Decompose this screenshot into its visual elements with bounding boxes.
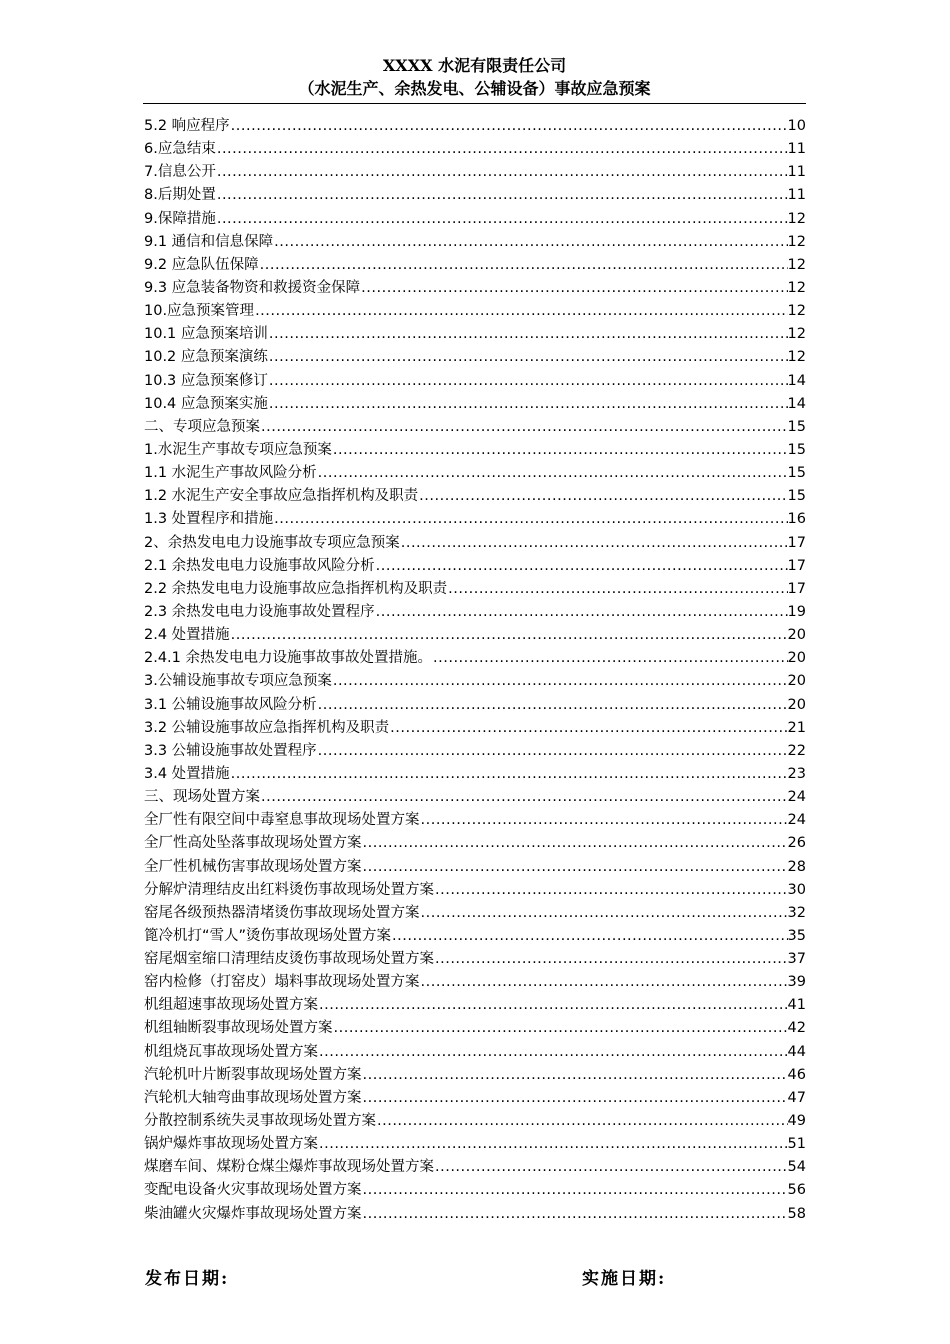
toc-dot-leader bbox=[391, 925, 788, 948]
toc-entry[interactable] bbox=[144, 832, 806, 855]
header-divider bbox=[143, 103, 806, 104]
toc-dot-leader bbox=[318, 1041, 788, 1064]
toc-dot-leader bbox=[447, 578, 787, 601]
toc-entry-page-number: 10 bbox=[787, 118, 806, 134]
toc-dot-leader bbox=[332, 670, 788, 693]
table-of-contents bbox=[144, 115, 806, 1226]
toc-dot-leader bbox=[434, 948, 788, 971]
toc-entry-page-number: 39 bbox=[787, 974, 806, 991]
toc-entry-title: 9.3 应急装备物资和救援资金保障 bbox=[144, 279, 361, 296]
toc-entry[interactable] bbox=[144, 902, 806, 925]
toc-entry[interactable] bbox=[144, 1017, 806, 1040]
toc-entry-title: 10.应急预案管理 bbox=[144, 303, 255, 320]
toc-entry-title: 3.1 公辅设施事故风险分析 bbox=[144, 696, 317, 713]
toc-entry-page-number: 15 bbox=[787, 488, 806, 505]
toc-entry-title: 2.2 余热发电电力设施事故应急指挥机构及职责 bbox=[144, 580, 448, 597]
toc-entry[interactable] bbox=[144, 393, 806, 416]
toc-entry-title: 9.2 应急队伍保障 bbox=[144, 256, 259, 273]
toc-entry[interactable] bbox=[144, 161, 806, 184]
toc-entry-title: 窑尾各级预热器清堵烫伤事故现场处置方案 bbox=[144, 904, 420, 921]
toc-entry[interactable] bbox=[144, 416, 806, 439]
toc-entry[interactable] bbox=[144, 670, 806, 693]
toc-entry-title: 2.1 余热发电电力设施事故风险分析 bbox=[144, 557, 375, 574]
toc-dot-leader bbox=[332, 439, 788, 462]
toc-entry-title: 三、现场处置方案 bbox=[144, 789, 260, 806]
toc-dot-leader bbox=[362, 1203, 788, 1226]
toc-entry-title: 机组超速事故现场处置方案 bbox=[144, 997, 318, 1014]
toc-dot-leader bbox=[434, 1156, 788, 1179]
toc-entry[interactable] bbox=[144, 971, 806, 994]
toc-entry-title: 9.1 通信和信息保障 bbox=[144, 233, 274, 250]
toc-entry[interactable] bbox=[144, 948, 806, 971]
toc-entry[interactable] bbox=[144, 1179, 806, 1202]
toc-entry-page-number: 24 bbox=[787, 812, 806, 829]
toc-entry-title: 全厂性有限空间中毒窒息事故现场处置方案 bbox=[144, 812, 420, 829]
toc-entry-page-number: 16 bbox=[787, 511, 806, 528]
toc-entry-title: 1.3 处置程序和措施 bbox=[144, 511, 274, 528]
toc-entry-title: 1.1 水泥生产事故风险分析 bbox=[144, 465, 317, 482]
toc-dot-leader bbox=[268, 346, 788, 369]
toc-entry-title: 6.应急结束 bbox=[144, 141, 216, 158]
toc-entry-title: 窑内检修（打窑皮）塌料事故现场处置方案 bbox=[144, 974, 420, 991]
toc-dot-leader bbox=[273, 508, 787, 531]
toc-entry-page-number: 15 bbox=[787, 465, 806, 482]
toc-entry-title: 2、余热发电电力设施事故专项应急预案 bbox=[144, 534, 400, 551]
toc-dot-leader bbox=[434, 879, 788, 902]
toc-entry[interactable] bbox=[144, 1203, 806, 1226]
toc-entry-page-number: 42 bbox=[787, 1020, 806, 1037]
toc-entry[interactable] bbox=[144, 508, 806, 531]
toc-entry-title: 汽轮机叶片断裂事故现场处置方案 bbox=[144, 1066, 362, 1083]
toc-entry[interactable] bbox=[144, 532, 806, 555]
toc-entry[interactable] bbox=[144, 740, 806, 763]
toc-dot-leader bbox=[268, 323, 788, 346]
toc-dot-leader bbox=[432, 647, 788, 670]
toc-dot-leader bbox=[317, 694, 788, 717]
toc-entry[interactable] bbox=[144, 1110, 806, 1133]
toc-entry[interactable] bbox=[144, 1041, 806, 1064]
toc-entry-title: 2.4.1 余热发电电力设施事故事故处置措施。 bbox=[144, 650, 433, 667]
toc-entry-page-number: 49 bbox=[787, 1113, 806, 1130]
toc-entry-title: 柴油罐火灾爆炸事故现场处置方案 bbox=[144, 1205, 362, 1222]
toc-entry-page-number: 11 bbox=[787, 141, 806, 158]
toc-entry-page-number: 12 bbox=[787, 233, 806, 250]
toc-entry-page-number: 32 bbox=[787, 904, 806, 921]
toc-entry-page-number: 47 bbox=[787, 1089, 806, 1106]
toc-entry-title: 3.2 公辅设施事故应急指挥机构及职责 bbox=[144, 719, 390, 736]
toc-entry-page-number: 20 bbox=[787, 673, 806, 690]
toc-entry-page-number: 12 bbox=[787, 210, 806, 227]
toc-entry[interactable] bbox=[144, 462, 806, 485]
toc-entry[interactable] bbox=[144, 601, 806, 624]
toc-entry-title: 锅炉爆炸事故现场处置方案 bbox=[144, 1136, 318, 1153]
toc-entry[interactable] bbox=[144, 115, 806, 138]
toc-entry-title: 10.3 应急预案修订 bbox=[144, 372, 268, 389]
toc-entry[interactable] bbox=[144, 346, 806, 369]
toc-entry-page-number: 51 bbox=[787, 1136, 806, 1153]
implement-date-label: 实施日期: bbox=[582, 1269, 667, 1289]
toc-entry-page-number: 20 bbox=[787, 627, 806, 644]
toc-entry[interactable] bbox=[144, 1133, 806, 1156]
toc-entry-page-number: 28 bbox=[787, 858, 806, 875]
toc-entry-page-number: 24 bbox=[787, 789, 806, 806]
toc-dot-leader bbox=[362, 856, 788, 879]
toc-entry[interactable] bbox=[144, 879, 806, 902]
toc-entry[interactable] bbox=[144, 786, 806, 809]
toc-entry[interactable] bbox=[144, 647, 806, 670]
toc-dot-leader bbox=[317, 462, 788, 485]
toc-dot-leader bbox=[318, 994, 788, 1017]
toc-entry-title: 7.信息公开 bbox=[144, 164, 216, 181]
toc-dot-leader bbox=[362, 1064, 788, 1087]
page-header bbox=[143, 55, 806, 101]
toc-entry-title: 1.水泥生产事故专项应急预案 bbox=[144, 441, 332, 458]
toc-entry-page-number: 35 bbox=[787, 927, 806, 944]
toc-entry[interactable] bbox=[144, 694, 806, 717]
toc-entry[interactable] bbox=[144, 856, 806, 879]
toc-entry-title: 8.后期处置 bbox=[144, 187, 216, 204]
toc-entry[interactable] bbox=[144, 1064, 806, 1087]
toc-entry[interactable] bbox=[144, 277, 806, 300]
toc-entry-page-number: 26 bbox=[787, 835, 806, 852]
toc-dot-leader bbox=[216, 161, 788, 184]
toc-dot-leader bbox=[216, 184, 788, 207]
toc-entry[interactable] bbox=[144, 763, 806, 786]
toc-entry-page-number: 14 bbox=[787, 372, 806, 389]
toc-entry-page-number: 22 bbox=[787, 742, 806, 759]
toc-entry-title: 分解炉清理结皮出红料烫伤事故现场处置方案 bbox=[144, 881, 434, 898]
toc-entry-page-number: 12 bbox=[787, 279, 806, 296]
toc-entry-page-number: 44 bbox=[787, 1043, 806, 1060]
toc-dot-leader bbox=[420, 809, 788, 832]
toc-entry-title: 9.保障措施 bbox=[144, 210, 216, 227]
toc-dot-leader bbox=[389, 717, 787, 740]
toc-dot-leader bbox=[216, 138, 788, 161]
toc-entry-page-number: 19 bbox=[787, 603, 806, 620]
toc-entry-page-number: 56 bbox=[787, 1182, 806, 1199]
toc-dot-leader bbox=[259, 254, 788, 277]
toc-dot-leader bbox=[230, 763, 788, 786]
toc-entry-title: 10.4 应急预案实施 bbox=[144, 395, 268, 412]
toc-entry[interactable] bbox=[144, 370, 806, 393]
document-subtitle: （水泥生产、余热发电、公辅设备）事故应急预案 bbox=[298, 79, 651, 98]
toc-entry-page-number: 41 bbox=[787, 997, 806, 1014]
toc-entry-title: 变配电设备火灾事故现场处置方案 bbox=[144, 1182, 362, 1199]
toc-entry-page-number: 11 bbox=[787, 187, 806, 204]
toc-dot-leader bbox=[333, 1017, 788, 1040]
toc-entry-title: 篦冷机打“雪人”烫伤事故现场处置方案 bbox=[144, 927, 392, 944]
toc-dot-leader bbox=[318, 1133, 788, 1156]
toc-entry-title: 10.1 应急预案培训 bbox=[144, 326, 268, 343]
toc-entry-page-number: 46 bbox=[787, 1066, 806, 1083]
toc-entry-page-number: 23 bbox=[787, 765, 806, 782]
toc-entry[interactable] bbox=[144, 994, 806, 1017]
toc-entry-title: 二、专项应急预案 bbox=[144, 418, 260, 435]
toc-entry[interactable] bbox=[144, 925, 806, 948]
toc-entry-page-number: 17 bbox=[787, 534, 806, 551]
toc-entry-title: 2.4 处置措施 bbox=[144, 627, 230, 644]
toc-dot-leader bbox=[420, 902, 788, 925]
toc-entry-title: 10.2 应急预案演练 bbox=[144, 349, 268, 366]
toc-entry-page-number: 54 bbox=[787, 1159, 806, 1176]
toc-entry[interactable] bbox=[144, 1087, 806, 1110]
toc-entry-page-number: 17 bbox=[787, 557, 806, 574]
toc-dot-leader bbox=[230, 115, 788, 138]
toc-entry-title: 3.3 公辅设施事故处置程序 bbox=[144, 742, 317, 759]
toc-entry-page-number: 12 bbox=[787, 303, 806, 320]
toc-entry[interactable] bbox=[144, 208, 806, 231]
toc-entry-title: 3.公辅设施事故专项应急预案 bbox=[144, 673, 332, 690]
toc-entry-title: 5.2 响应程序 bbox=[144, 118, 230, 134]
toc-entry[interactable] bbox=[144, 809, 806, 832]
toc-dot-leader bbox=[268, 393, 788, 416]
toc-entry-title: 全厂性高处坠落事故现场处置方案 bbox=[144, 835, 362, 852]
toc-entry-page-number: 12 bbox=[787, 326, 806, 343]
toc-entry-title: 1.2 水泥生产安全事故应急指挥机构及职责 bbox=[144, 488, 419, 505]
toc-dot-leader bbox=[418, 485, 787, 508]
toc-dot-leader bbox=[360, 277, 787, 300]
toc-entry[interactable] bbox=[144, 717, 806, 740]
toc-entry-page-number: 21 bbox=[787, 719, 806, 736]
toc-entry[interactable] bbox=[144, 1156, 806, 1179]
toc-entry-page-number: 15 bbox=[787, 418, 806, 435]
toc-entry-title: 机组烧瓦事故现场处置方案 bbox=[144, 1043, 318, 1060]
toc-entry-page-number: 20 bbox=[787, 696, 806, 713]
toc-dot-leader bbox=[362, 1179, 788, 1202]
toc-entry-page-number: 30 bbox=[787, 881, 806, 898]
toc-dot-leader bbox=[362, 832, 788, 855]
toc-entry-page-number: 37 bbox=[787, 951, 806, 968]
toc-dot-leader bbox=[273, 231, 787, 254]
toc-dot-leader bbox=[260, 416, 788, 439]
toc-entry[interactable] bbox=[144, 624, 806, 647]
toc-entry[interactable] bbox=[144, 578, 806, 601]
toc-dot-leader bbox=[420, 971, 788, 994]
toc-dot-leader bbox=[376, 1110, 788, 1133]
toc-dot-leader bbox=[400, 532, 788, 555]
toc-entry-title: 3.4 处置措施 bbox=[144, 765, 230, 782]
toc-entry-page-number: 15 bbox=[787, 441, 806, 458]
toc-entry-title: 汽轮机大轴弯曲事故现场处置方案 bbox=[144, 1089, 362, 1106]
toc-entry-page-number: 58 bbox=[787, 1205, 806, 1222]
toc-dot-leader bbox=[375, 555, 788, 578]
toc-entry-title: 窑尾烟室缩口清理结皮烫伤事故现场处置方案 bbox=[144, 951, 434, 968]
toc-entry-title: 煤磨车间、煤粉仓煤尘爆炸事故现场处置方案 bbox=[144, 1159, 434, 1176]
toc-entry-page-number: 12 bbox=[787, 256, 806, 273]
toc-entry[interactable] bbox=[144, 184, 806, 207]
toc-entry[interactable] bbox=[144, 439, 806, 462]
toc-entry[interactable] bbox=[144, 138, 806, 161]
toc-entry-page-number: 14 bbox=[787, 395, 806, 412]
toc-entry[interactable] bbox=[144, 231, 806, 254]
toc-dot-leader bbox=[260, 786, 788, 809]
toc-entry-title: 分散控制系统失灵事故现场处置方案 bbox=[144, 1113, 376, 1130]
toc-entry-title: 2.3 余热发电电力设施事故处置程序 bbox=[144, 603, 375, 620]
toc-entry-title: 机组轴断裂事故现场处置方案 bbox=[144, 1020, 333, 1037]
company-name: XXXX 水泥有限责任公司 bbox=[382, 56, 567, 75]
toc-entry-page-number: 20 bbox=[787, 650, 806, 667]
toc-dot-leader bbox=[375, 601, 788, 624]
toc-dot-leader bbox=[254, 300, 787, 323]
toc-dot-leader bbox=[230, 624, 788, 647]
toc-entry-page-number: 11 bbox=[787, 164, 806, 181]
toc-entry-page-number: 17 bbox=[787, 580, 806, 597]
toc-entry-title: 全厂性机械伤害事故现场处置方案 bbox=[144, 858, 362, 875]
toc-entry[interactable] bbox=[144, 254, 806, 277]
toc-entry[interactable] bbox=[144, 555, 806, 578]
toc-entry[interactable] bbox=[144, 323, 806, 346]
toc-dot-leader bbox=[317, 740, 788, 763]
toc-entry-page-number: 12 bbox=[787, 349, 806, 366]
toc-dot-leader bbox=[216, 208, 788, 231]
publish-date-label: 发布日期: bbox=[145, 1269, 230, 1289]
toc-entry[interactable] bbox=[144, 300, 806, 323]
toc-dot-leader bbox=[362, 1087, 788, 1110]
toc-dot-leader bbox=[268, 370, 788, 393]
toc-entry[interactable] bbox=[144, 485, 806, 508]
